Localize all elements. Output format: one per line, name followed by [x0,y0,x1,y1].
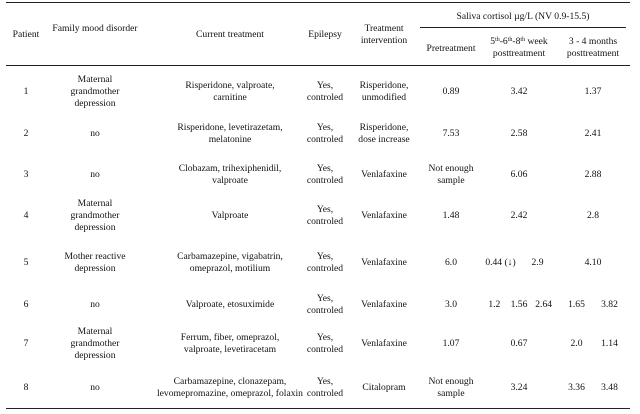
cortisol-pretreatment: Not enough [428,163,474,174]
cortisol-week-value: 2.58 [510,128,528,139]
epilepsy-status: Yes, [316,332,334,343]
table-top-rule [6,2,630,3]
cortisol-month-value: 2.8 [587,210,599,221]
cortisol-subheader-rule [420,27,626,28]
epilepsy-status: Yes, [316,204,334,215]
current-treatment: Ferrum, fiber, omeprazol, [180,332,280,343]
header-epilepsy: Epilepsy [308,29,342,40]
treatment-intervention: Risperidone, [359,80,409,91]
epilepsy-status: controled [306,263,344,274]
cortisol-month-value: 1.65 [568,299,585,310]
treatment-intervention: Risperidone, [359,122,409,133]
epilepsy-status: Yes, [316,293,334,304]
family-history: Maternal [77,74,113,85]
cortisol-month-value: 3.48 [601,382,618,393]
cortisol-pretreatment: 1.48 [442,210,460,221]
epilepsy-status: Yes, [316,80,334,91]
treatment-intervention: Venlafaxine [361,299,407,310]
cortisol-month-value: 2.88 [584,169,602,180]
cortisol-week-value: 2.64 [535,299,553,310]
cortisol-week-value: 3.24 [510,382,528,393]
family-history: depression [74,98,116,109]
header-week-post: posttreatment [492,48,546,59]
header-patient: Patient [12,29,40,40]
patient-id: 3 [23,169,29,180]
patient-id: 6 [23,299,29,310]
header-treatment: Current treatment [196,29,264,40]
family-history: no [90,299,100,310]
cortisol-month-value: 2.0 [570,338,583,349]
family-history: Mother reactive [64,251,126,262]
current-treatment: Risperidone, levetirazetam, [177,122,283,133]
header-bottom-rule [6,65,630,66]
family-history: grandmother [70,210,120,221]
family-history: depression [74,222,116,233]
family-history: depression [74,350,116,361]
header-pretreatment: Pretreatment [426,43,476,54]
header-months: 3 - 4 months [568,36,618,47]
header-week: 5th-6th-8th week [490,36,548,47]
family-history: Maternal [77,326,113,337]
current-treatment: levomepromazine, omeprazol, folaxin [157,388,303,399]
cortisol-pretreatment: sample [437,175,465,186]
current-treatment: carnitine [213,92,247,103]
treatment-intervention: unmodified [361,92,407,103]
epilepsy-status: controled [306,216,344,227]
family-history: grandmother [70,338,120,349]
epilepsy-status: controled [306,344,344,355]
cortisol-week-value: 1.56 [510,299,528,310]
cortisol-pretreatment: Not enough [428,376,474,387]
cortisol-week-value: 6.06 [510,169,528,180]
cortisol-month-value: 1.37 [584,86,602,97]
patient-id: 2 [23,128,29,139]
current-treatment: Valproate, etosuximide [185,299,275,310]
cortisol-month-value: 2.41 [584,128,602,139]
epilepsy-status: Yes, [316,163,334,174]
treatment-intervention: Venlafaxine [361,338,407,349]
cortisol-week-value: 0.67 [510,338,528,349]
patient-id: 4 [23,210,29,221]
cortisol-pretreatment: 1.07 [442,338,460,349]
cortisol-pretreatment: 7.53 [442,128,460,139]
header-family: Family mood disorder [52,23,138,34]
family-history: depression [74,263,116,274]
patient-id: 5 [23,257,29,268]
current-treatment: valproate [212,175,248,186]
current-treatment: Risperidone, valproate, [185,80,275,91]
current-treatment: Clobazam, trihexiphenidil, [178,163,282,174]
treatment-intervention: Citalopram [362,382,406,393]
table-bottom-rule [6,408,630,409]
family-history: no [90,128,100,139]
family-history: grandmother [70,86,120,97]
cortisol-pretreatment: 6.0 [445,257,457,268]
cortisol-pretreatment: sample [437,388,465,399]
cortisol-week-value: 1.2 [488,299,501,310]
epilepsy-status: Yes, [316,122,334,133]
treatment-intervention: dose increase [358,134,410,145]
cortisol-week-value: 3.42 [510,86,528,97]
cortisol-week-value: 2.42 [510,210,528,221]
epilepsy-status: Yes, [316,251,334,262]
treatment-intervention: Venlafaxine [361,210,407,221]
epilepsy-status: controled [306,92,344,103]
header-intervention: Treatment intervention [360,23,408,46]
epilepsy-status: controled [306,388,344,399]
header-months-post: posttreatment [566,48,620,59]
epilepsy-status: controled [306,175,344,186]
cortisol-month-value: 4.10 [584,257,602,268]
patient-id: 1 [23,86,29,97]
cortisol-month-value: 3.82 [601,299,618,310]
treatment-intervention: Venlafaxine [361,169,407,180]
family-history: no [90,169,100,180]
cortisol-pretreatment: 3.0 [445,299,457,310]
current-treatment: melatonine [208,134,252,145]
cortisol-month-value: 3.36 [568,382,585,393]
patient-id: 7 [23,338,29,349]
current-treatment: Carbamazepine, vigabatrin, [177,251,283,262]
epilepsy-status: controled [306,305,344,316]
cortisol-week-value: 0.44 (↓) [485,257,516,268]
cortisol-week-value: 2.9 [531,257,544,268]
current-treatment: omeprazol, motilium [189,263,271,274]
family-history: Maternal [77,198,113,209]
family-history: no [90,382,100,393]
epilepsy-status: Yes, [316,376,334,387]
header-cortisol: Saliva cortisol µg/L (NV 0.9-15.5) [456,11,590,22]
current-treatment: Carbamazepine, clonazepam, [173,376,287,387]
cortisol-month-value: 1.14 [601,338,618,349]
current-treatment: valproate, levetiracetam [183,344,277,355]
current-treatment: Valproate [211,210,249,221]
treatment-intervention: Venlafaxine [361,257,407,268]
patient-id: 8 [23,382,29,393]
cortisol-pretreatment: 0.89 [442,86,460,97]
epilepsy-status: controled [306,134,344,145]
